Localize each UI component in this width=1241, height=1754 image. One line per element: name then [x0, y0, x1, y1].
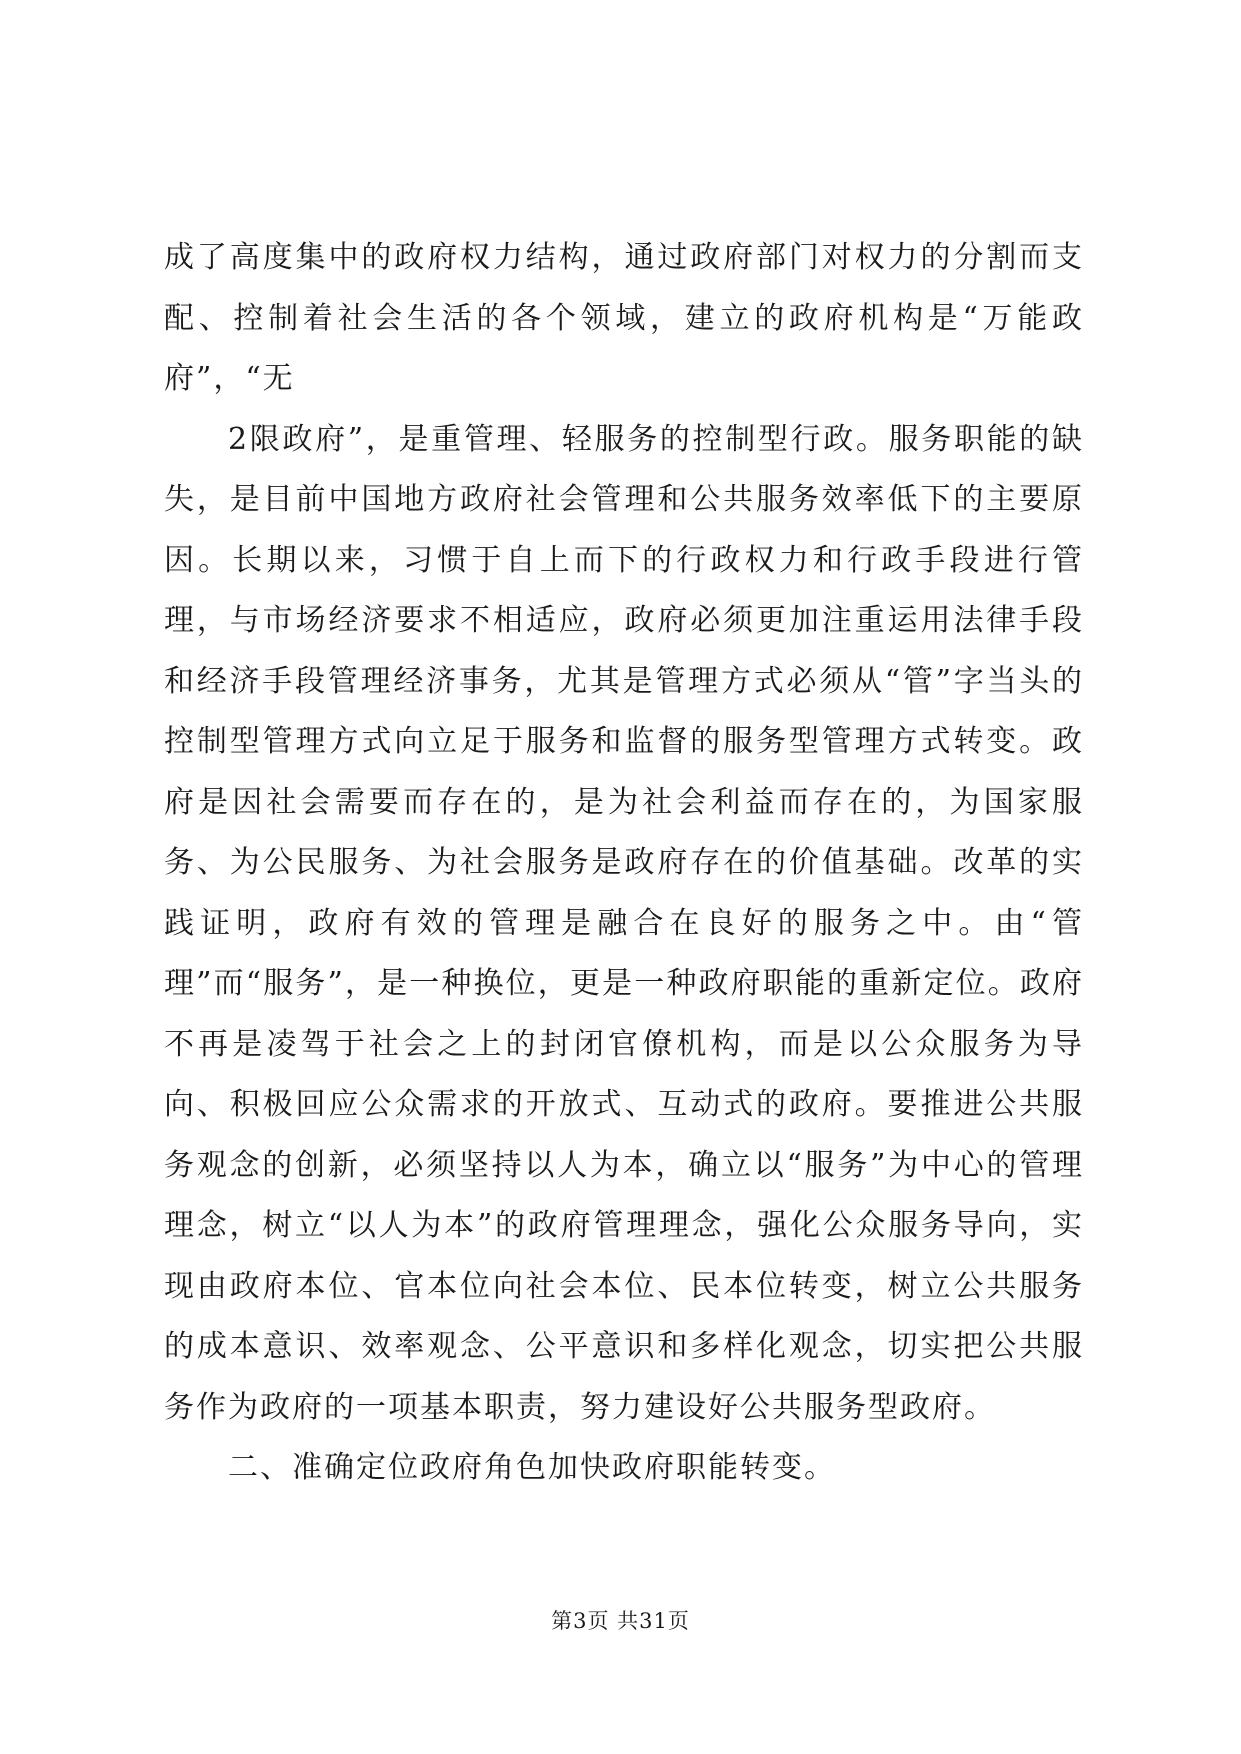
document-body — [164, 228, 1084, 1499]
page-number-label: 第3页 共31页 — [551, 1609, 690, 1633]
paragraph-2: 2限政府”，是重管理、轻服务的控制型行政。服务职能的缺失，是目前中国地方政府社会管理和公共服务效率低下的主要原因。长期以来，习惯于自上而下的行政权力和行政手段进行管理，与市场经济要求不相适应，政府必须更加注重运用法律手段和经济手段管理经济事务，尤其是管理方式必须从“管”字当头的控制型管理方式向立足于服务和监督的服务型管理方式转变。政府是因社会需要而存在的，是为社会利益而存在的，为国家服务、为公民服务、为社会服务是政府存在的价值基础。改革的实践证明，政府有效的管理是融合在良好的服务之中。由“管理”而“服务”，是一种换位，更是一种政府职能的重新定位。政府不再是凌驾于社会之上的封闭官僚机构，而是以公众服务为导向、积极回应公众需求的开放式、互动式的政府。要推进公共服务观念的创新，必须坚持以人为本，确立以“服务”为中心的管理理念，树立“以人为本”的政府管理理念，强化公众服务导向，实现由政府本位、官本位向社会本位、民本位转变，树立公共服务的成本意识、效率观念、公平意识和多样化观念，切实把公共服务作为政府的一项基本职责，努力建设好公共服务型政府。 — [164, 421, 1084, 1425]
paragraph-3-heading: 二、准确定位政府角色加快政府职能转变。 — [228, 1450, 836, 1485]
paragraph-1: 成了高度集中的政府权力结构，通过政府部门对权力的分割而支配、控制着社会生活的各个领域，建立的政府机构是“万能政府”，“无 — [164, 240, 1084, 396]
page-footer — [0, 1605, 1241, 1635]
